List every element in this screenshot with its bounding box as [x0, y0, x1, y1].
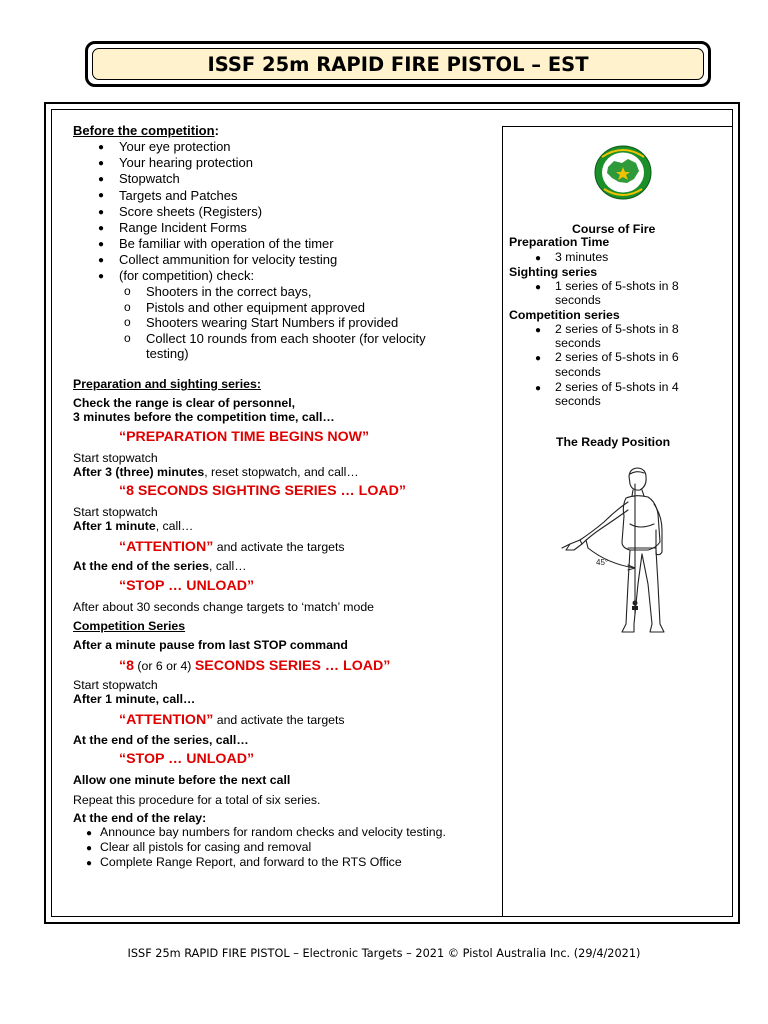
bullet: ● [98, 271, 105, 282]
prep-time-item: 3 minutes [555, 250, 609, 264]
call-preparation-time: “PREPARATION TIME BEGINS NOW” [119, 429, 370, 445]
start-stopwatch-2: Start stopwatch [73, 505, 158, 519]
allow-minute-line: Allow one minute before the next call [73, 773, 291, 787]
list-item: Score sheets (Registers) [119, 204, 263, 219]
competition-heading: Competition Series [73, 619, 186, 633]
bullet: ● [98, 158, 105, 169]
comp-item-cont: seconds [555, 365, 601, 379]
sub-bullet: o [124, 331, 131, 345]
bullet: ● [535, 253, 542, 264]
after-1-minute-line-2: After 1 minute, call… [73, 692, 196, 706]
bullet: ● [98, 142, 105, 153]
competition-series-heading: Competition series [509, 308, 620, 322]
call-series-load: “8 (or 6 or 4) SECONDS SERIES … LOAD” [119, 658, 391, 674]
call-stop-unload-1: “STOP … UNLOAD” [119, 578, 255, 594]
list-item: Stopwatch [119, 171, 180, 186]
end-of-series-line-1: At the end of the series, call… [73, 559, 247, 573]
prep-line-1: Check the range is clear of personnel, [73, 396, 296, 410]
list-item: Clear all pistols for casing and removal [100, 840, 312, 854]
bullet: ● [98, 223, 105, 234]
title-banner-inner [92, 48, 704, 80]
start-stopwatch-1: Start stopwatch [73, 451, 158, 465]
after-3-minutes-line: After 3 (three) minutes, reset stopwatch, and call… [73, 465, 359, 479]
angle-label: 45° [596, 558, 609, 567]
sub-bullet: o [124, 315, 131, 329]
title-banner [85, 41, 711, 87]
bullet: ● [98, 255, 105, 266]
prep-time-heading: Preparation Time [509, 235, 610, 249]
bullet: ● [535, 353, 542, 364]
sub-item: Shooters wearing Start Numbers if provided [146, 315, 399, 330]
sighting-item: 1 series of 5-shots in 8 [555, 279, 679, 293]
bullet: ● [98, 239, 105, 250]
bullet: ● [86, 858, 93, 869]
prep-line-2: 3 minutes before the competition time, call… [73, 410, 335, 424]
ready-position-title: The Ready Position [556, 435, 671, 449]
sub-item-continued: testing) [146, 346, 189, 361]
start-stopwatch-3: Start stopwatch [73, 678, 158, 692]
comp-item: 2 series of 5-shots in 6 [555, 350, 679, 364]
sub-item: Collect 10 rounds from each shooter (for velocity [146, 331, 426, 346]
list-item: Targets and Patches [119, 188, 238, 203]
after-30-seconds-line: After about 30 seconds change targets to ‘match’ mode [73, 600, 374, 614]
list-item: Be familiar with operation of the timer [119, 236, 334, 251]
after-1-minute-line: After 1 minute, call… [73, 519, 194, 533]
page-title: ISSF 25m RAPID FIRE PISTOL – EST [207, 52, 589, 76]
bullet: ● [535, 325, 542, 336]
list-item: Complete Range Report, and forward to the RTS Office [100, 855, 402, 869]
bullet: ● [98, 190, 105, 201]
sighting-item-cont: seconds [555, 293, 601, 307]
sub-item: Shooters in the correct bays, [146, 284, 312, 299]
list-item: Collect ammunition for velocity testing [119, 252, 338, 267]
sighting-heading: Sighting series [509, 265, 598, 279]
bullet: ● [86, 828, 93, 839]
list-item: Range Incident Forms [119, 220, 247, 235]
comp-item: 2 series of 5-shots in 8 [555, 322, 679, 336]
sub-bullet: o [124, 284, 131, 298]
ready-position-illustration [556, 464, 686, 644]
call-attention-line-1: “ATTENTION” and activate the targets [119, 539, 345, 555]
call-sighting-series: “8 SECONDS SIGHTING SERIES … LOAD” [119, 483, 406, 499]
list-item: Your eye protection [119, 139, 231, 154]
before-heading: Before the competition: [73, 123, 219, 138]
relay-heading: At the end of the relay: [73, 811, 207, 825]
call-attention-line-2: “ATTENTION” and activate the targets [119, 712, 345, 728]
pistol-australia-logo [594, 145, 652, 200]
comp-item-cont: seconds [555, 336, 601, 350]
bullet: ● [535, 383, 542, 394]
list-item: (for competition) check: [119, 268, 255, 283]
bullet: ● [98, 174, 105, 185]
sub-bullet: o [124, 300, 131, 314]
list-item: Announce bay numbers for random checks and velocity testing. [100, 825, 446, 839]
repeat-line: Repeat this procedure for a total of six series. [73, 793, 321, 807]
page-footer: ISSF 25m RAPID FIRE PISTOL – Electronic Targets – 2021 © Pistol Australia Inc. (29/4/2021) [127, 947, 641, 960]
sub-item: Pistols and other equipment approved [146, 300, 365, 315]
bullet: ● [98, 207, 105, 218]
end-of-series-line-2: At the end of the series, call… [73, 733, 249, 747]
comp-item: 2 series of 5-shots in 4 [555, 380, 679, 394]
call-stop-unload-2: “STOP … UNLOAD” [119, 751, 255, 767]
comp-item-cont: seconds [555, 394, 601, 408]
prep-heading: Preparation and sighting series: [73, 377, 261, 391]
bullet: ● [535, 282, 542, 293]
course-of-fire-title: Course of Fire [572, 222, 656, 236]
pause-line: After a minute pause from last STOP command [73, 638, 348, 652]
bullet: ● [86, 843, 93, 854]
list-item: Your hearing protection [119, 155, 253, 170]
